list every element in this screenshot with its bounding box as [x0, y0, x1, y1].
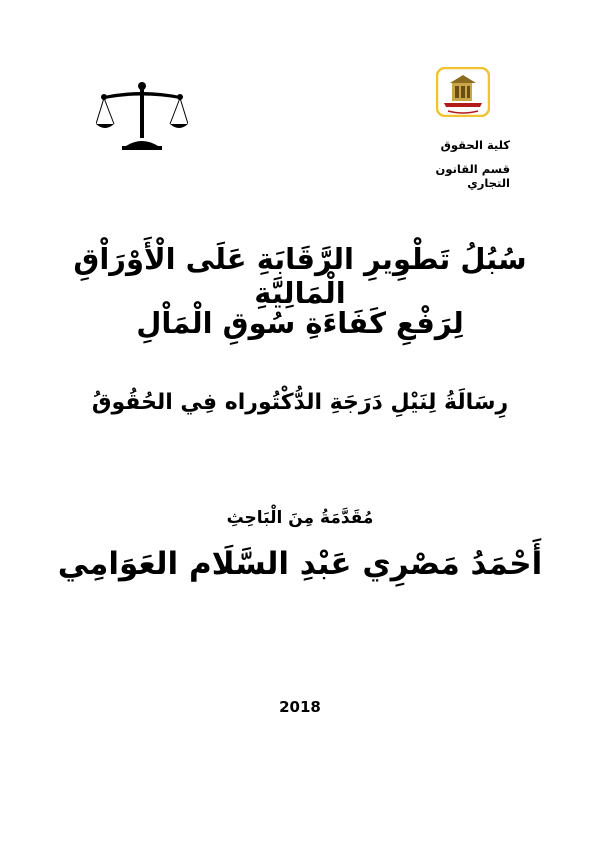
- university-logo-icon: [436, 67, 490, 117]
- publication-year: 2018: [279, 698, 321, 716]
- department-name: قسم القانون التجاري: [435, 162, 510, 190]
- thesis-title-line-1: سُبُلُ تَطْوِيرِ الرَّقَابَةِ عَلَى الْأَوْرَاْقِ الْمَالِيَّةِ: [73, 242, 527, 310]
- scales-of-justice-icon: [96, 80, 188, 152]
- author-name: أَحْمَدُ مَصْرِي عَبْدِ السَّلَام العَوَامِي: [57, 546, 543, 582]
- faculty-name: كلية الحقوق: [440, 138, 510, 152]
- thesis-title-line-2: لِرَفْعِ كَفَاءَةِ سُوقِ الْمَاْلِ: [136, 306, 464, 340]
- presented-by-label: مُقَدَّمَةُ مِنَ الْبَاحِثِ: [226, 508, 374, 528]
- degree-statement: رِسَالَةُ لِنَيْلِ دَرَجَةِ الدُّكْتُوراه فِي الحُقُوقُ: [91, 390, 509, 415]
